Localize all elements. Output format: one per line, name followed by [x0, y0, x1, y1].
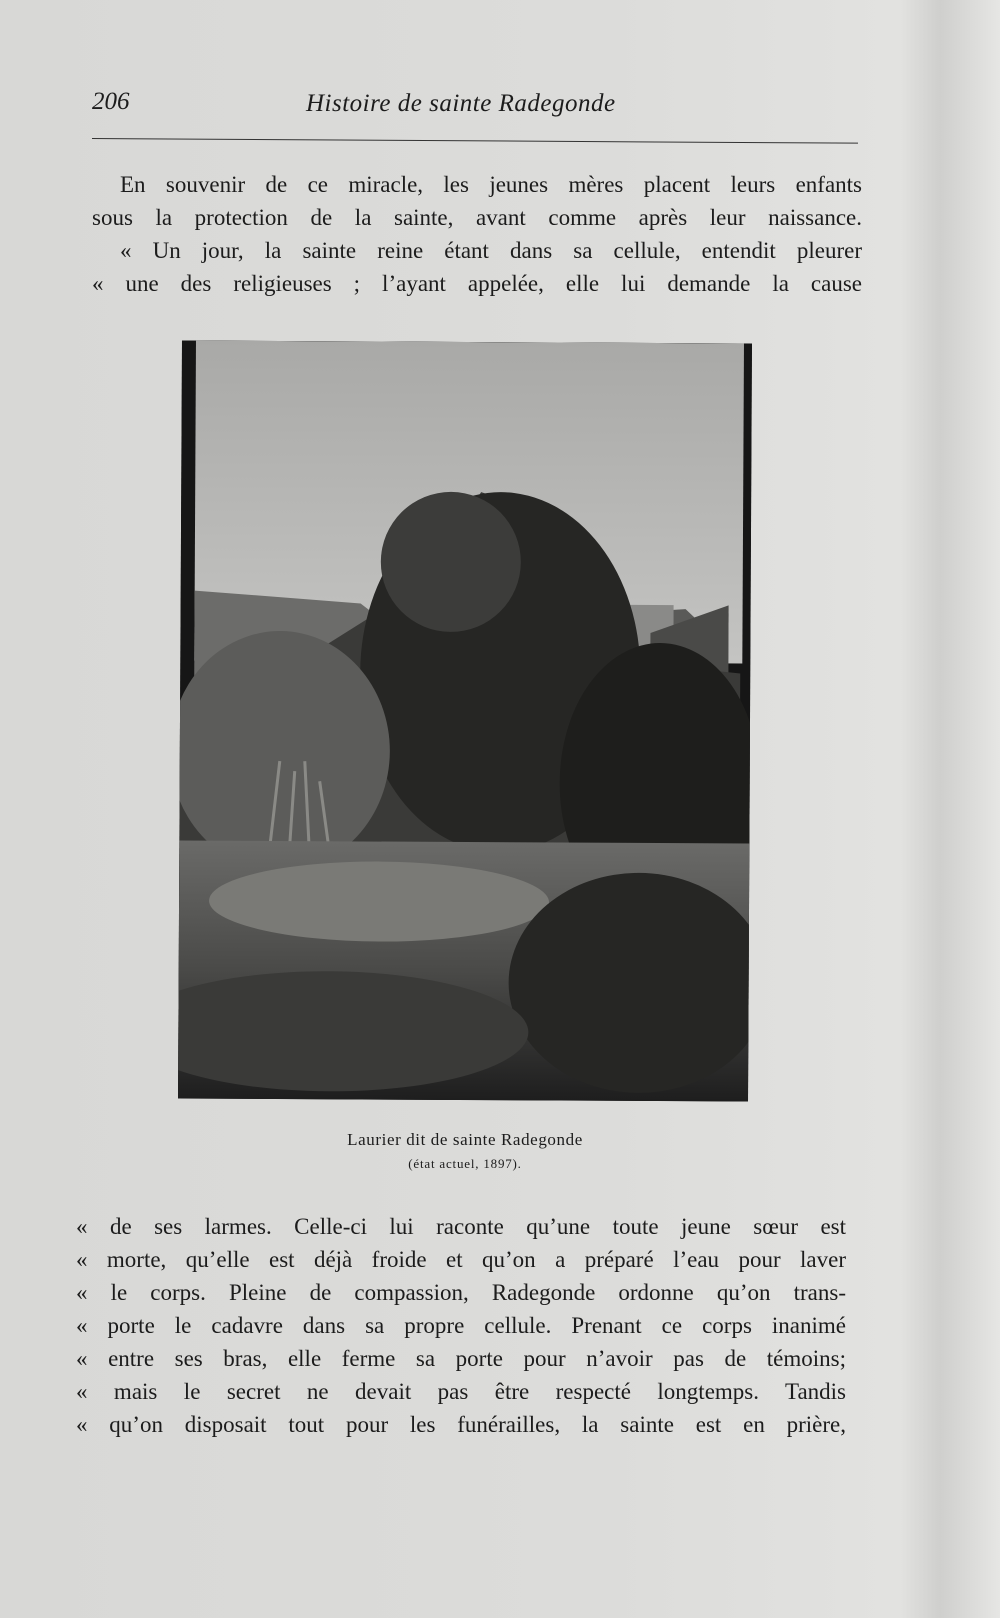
- text-line: « morte, qu’elle est déjà froide et qu’on a préparé l’eau pour laver: [76, 1247, 846, 1272]
- caption-date: (état actuel, 1897).: [408, 1156, 522, 1171]
- page-number: 206: [92, 88, 130, 115]
- text-line: « de ses larmes. Celle-ci lui raconte qu’une toute jeune sœur est: [76, 1214, 846, 1239]
- figure-caption: [180, 1130, 750, 1172]
- text-line: sous la protection de la sainte, avant comme après leur naissance.: [92, 205, 862, 230]
- text-line: « porte le cadavre dans sa propre cellule. Prenant ce corps inanimé: [76, 1313, 846, 1338]
- caption-title: Laurier dit de sainte Radegonde: [347, 1130, 583, 1149]
- paragraph-bottom: [76, 1210, 846, 1441]
- text-line: « le corps. Pleine de compassion, Radegonde ordonne qu’on trans-: [76, 1280, 846, 1305]
- text-line: « une des religieuses ; l’ayant appelée, elle lui demande la cause: [92, 271, 862, 296]
- paragraph-top: [92, 168, 862, 300]
- laurel-photograph: [178, 341, 752, 1102]
- text-line: « qu’on disposait tout pour les funérailles, la sainte est en prière,: [76, 1412, 846, 1437]
- text-line: « Un jour, la sainte reine étant dans sa cellule, entendit pleurer: [120, 238, 862, 263]
- text-line: « mais le secret ne devait pas être respecté longtemps. Tandis: [76, 1379, 846, 1404]
- page-header: [92, 88, 858, 128]
- header-rule: [92, 138, 858, 144]
- text-line: En souvenir de ce miracle, les jeunes mères placent leurs enfants: [120, 172, 862, 197]
- running-title: Histoire de sainte Radegonde: [306, 90, 616, 117]
- text-line: « entre ses bras, elle ferme sa porte pour n’avoir pas de témoins;: [76, 1346, 846, 1371]
